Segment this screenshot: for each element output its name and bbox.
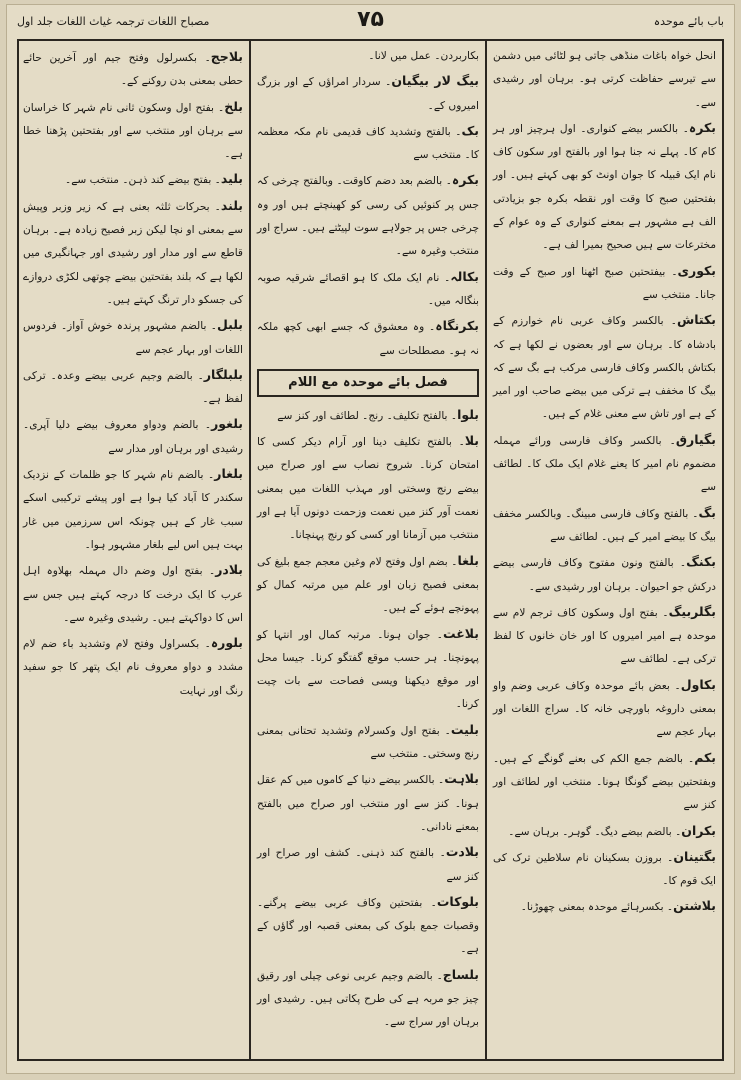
dictionary-entry [23, 462, 243, 557]
column-frame [17, 39, 724, 1061]
entry-headword: بگتینان [673, 848, 716, 864]
entry-definition: ۔ بالضم بعد دضم کاوقت۔ وبالفتح چرخی کہ جس پر کنوئیں کی رسی کو کھینچتے ہیں اور وہ چرخی جس پر جولاہے سوت لپیٹتے ہیں۔ سراج اور منتخب وغیرہ سے۔ [257, 175, 479, 258]
entry-definition: ۔ بالضم وجیم عربی نوعی چیلی اور رقیق چیز جو مربہ ہے کی طرح پکاتی ہیں۔ رشیدی اور برہان اور سراج سے۔ [257, 969, 479, 1029]
dictionary-entry [493, 845, 716, 894]
dictionary-entry [257, 403, 479, 428]
section-heading: فصل بائے موحدہ مع اللام [257, 369, 479, 397]
entry-definition: انحل خواہ باغات منڈھی جاتی ہو لٹائی میں دشمن سے تیرسے حفاظت کرتی ہو۔ برہان اور رشیدی سے۔ [493, 50, 716, 109]
entry-definition: ۔ بفتح اول وسکون ثانی نام شہر کا خراسان سے برہان اور منتخب سے اور بفتحتین پڑھنا خطا ہے۔ [23, 101, 243, 161]
dictionary-entry [257, 45, 479, 68]
entry-headword: بکم [694, 749, 716, 765]
dictionary-entry [23, 45, 243, 94]
entry-definition: ۔ بالکسر وکاف فارسی ورائے مہملہ مضموم نام امیر کا یعنے غلام ایک ملک کا۔ لطائف سے [493, 434, 716, 494]
dictionary-entry [23, 363, 243, 412]
entry-headword: بلا [464, 433, 479, 449]
entry-headword: بکوری [677, 262, 716, 278]
entry-definition: ۔ بالفتح ونون مفتوح وکاف فارسی بیضے درکش جو احیوان۔ برہان اور رشیدی سے۔ [493, 557, 716, 593]
dictionary-entry [257, 69, 479, 118]
entry-definition: ۔ بفتح اول وضم دال مہملہ بھلاوہ اہل عرب کا ایک درخت کا درجہ کہتے ہیں جس سے اس کا دواکہتے ہیں۔ رشیدی وغیرہ سے۔ [23, 565, 243, 624]
entry-headword: بلادر [215, 562, 243, 578]
entry-headword: بکالہ [450, 268, 479, 284]
entry-definition: ۔ بالضم ودواو معروف بیضے دلیا آپری۔ رشیدی اور برہان اور مدار سے [23, 419, 243, 455]
running-head-chapter: باب بائے موحدہ [653, 15, 724, 28]
dictionary-column-right [487, 41, 722, 1059]
entry-definition: ۔ بالضم وجیم عربی بیضے وعدہ۔ ترکی لفظ ہے۔ [23, 369, 243, 406]
dictionary-column-left [17, 41, 249, 1059]
dictionary-entry [493, 673, 716, 745]
running-head-book-title: مصباح اللغات ترجمہ غیاث اللغات جلد اول [17, 15, 210, 28]
dictionary-entry [257, 963, 479, 1035]
entry-headword: بکتاش [676, 312, 716, 328]
entry-headword: بلاجج [210, 49, 243, 64]
entry-definition: ۔ بالفتح کند ذہنی۔ کشف اور صراح اور کنز سے [257, 847, 479, 883]
dictionary-entry [23, 412, 243, 461]
dictionary-entry [257, 314, 479, 363]
entry-definition: ۔ بیفتحتین صبح اٹھنا اور صبح کے وقت جانا۔ منتخب سے [493, 265, 716, 301]
entry-definition: ۔ بالکسر وکاف عربی نام خوارزم کے بادشاہ کا۔ برہان سے اور بعضوں نے لکھا ہے کہ بکتاش بالکسر وکاف فارسی مرکب ہے بگ سے کہ بیگ کا مخفف ہے ترکی میں بیضے صاحب اور امیر کے ہے اور تاش سے معنی غلام کے ہیں۔ [493, 315, 716, 421]
dictionary-entry [493, 550, 716, 599]
entry-definition: ۔ وہ معشوق کہ جسے ابھی کچھ ملکہ نہ ہو۔ مصطلحات سے [257, 321, 479, 357]
dictionary-entry [257, 549, 479, 621]
dictionary-entry [23, 194, 243, 312]
running-head [17, 7, 724, 33]
entry-definition: ۔ بالضم بیضے دیگ۔ گوہر۔ برہان سے۔ [508, 825, 682, 838]
dictionary-entry [493, 894, 716, 919]
entry-headword: بلورہ [210, 635, 243, 651]
dictionary-entry [257, 622, 479, 717]
dictionary-column-middle [251, 41, 485, 1059]
dictionary-entry [493, 819, 716, 844]
entry-headword: بلبلگار [203, 366, 243, 382]
entry-definition: ۔ بالفتح وتشدید کاف قدیمی نام مکہ معظمہ کا۔ منتخب سے [257, 125, 479, 162]
entry-definition: ۔ بفتح اول وسکون کاف ترجم لام سے موحدہ ہے امیر امیروں کا اور خان خانوں کا لفظ ترکی ہے۔ لطائف سے [493, 606, 716, 666]
dictionary-entry [257, 767, 479, 839]
dictionary-entry [257, 168, 479, 263]
entry-definition: ۔ سردار امراؤں کے اور بزرگ امیروں کے۔ [257, 76, 479, 112]
entry-definition: ۔ بفتح بیضے کند ذہن۔ منتخب سے۔ [64, 174, 221, 187]
entry-headword: بلوکات [436, 893, 479, 909]
entry-definition: ۔ بکسرلول وفتح جیم اور آخرین حائے حطی بمعنی بدن روکنے کے۔ [23, 52, 243, 88]
entry-definition: ۔ نام ایک ملک کا ہو اقصائے شرقیہ صوبہ بنگالہ میں۔ [257, 271, 479, 307]
entry-definition: ۔ بعض بائے موحدہ وکاف عربی وضم واو بمعنی داروغہ باورچی خانہ کا۔ سراج اللغات اور بہار عجم سے [493, 679, 716, 739]
page-number: ۷۵ [357, 7, 384, 32]
entry-headword: بلید [220, 171, 243, 187]
entry-definition: ۔ بضم اول وفتح لام وغین معجم جمع بلیغ کی بمعنی فصیح زبان اور علم میں مرتبہ کمال کو پہونچے ہوئے کے ہیں۔ [257, 555, 479, 615]
entry-definition: ۔ بفتح اول وکسرلام وتشدید تحتانی بمعنی رنج وسختی۔ منتخب سے [257, 724, 479, 761]
dictionary-entry [493, 428, 716, 500]
entry-headword: بکنگ [686, 554, 716, 570]
dictionary-entry [257, 265, 479, 314]
dictionary-entry [493, 600, 716, 672]
entry-headword: بلبل [216, 317, 243, 333]
entry-headword: بلغار [214, 466, 243, 482]
dictionary-entry [493, 501, 716, 550]
entry-definition: ۔ بالفتح وکاف فارسی مبینگ۔ وبالکسر مخفف بیگ کا بیضے امیر کے ہیں۔ لطائف سے [493, 507, 716, 543]
entry-headword: بکران [681, 822, 716, 838]
book-page [6, 4, 735, 1074]
dictionary-entry [23, 95, 243, 167]
entry-headword: بگلربیگ [668, 603, 716, 619]
entry-headword: بلند [220, 197, 243, 213]
entry-headword: بلوا [457, 406, 479, 422]
entry-definition: ۔ بکسراول وفتح لام وتشدید باء ضم لام مشدد و دواو معروف نام ایک پتھر کا جو سفید رنگ اور نہایت [23, 638, 243, 697]
dictionary-entry [257, 718, 479, 767]
entry-headword: بلاہت [444, 771, 479, 787]
entry-headword: بکاول [680, 676, 716, 692]
entry-definition: ۔ بالضم مشہور پرندہ خوش آواز۔ فردوس اللغات اور بہار عجم سے [23, 320, 243, 356]
entry-headword: بگ [698, 504, 716, 520]
dictionary-entry [23, 167, 243, 192]
entry-headword: بگیارق [675, 431, 716, 447]
entry-headword: بلیت [450, 721, 479, 737]
dictionary-entry [257, 119, 479, 168]
dictionary-entry [493, 746, 716, 818]
entry-definition: ۔ بکسرہائے موحدہ بمعنی چھوڑنا۔ [520, 901, 674, 914]
dictionary-entry [257, 890, 479, 962]
entry-headword: بلساج [442, 966, 479, 982]
entry-headword: بک [461, 122, 479, 138]
entry-headword: بلاشتن [673, 898, 716, 914]
entry-headword: بلغور [211, 416, 243, 432]
entry-definition: ۔ بروزن بسکینان نام سلاطین ترک کی ایک قوم کا۔ [493, 851, 716, 888]
entry-definition: ۔ بالفتح تکلیف دینا اور آرام دیکر کسی کا امتحان کرنا۔ شروح نصاب سے اور صراح میں بیضے رنج وسختی اور مہذب اللغات میں بمعنی نعمت آور کنز میں نعمت وزحمت دونوں آیا ہے اور منتخب میں آزمانا اور کسی کو رنج پہنچانا۔ [257, 436, 479, 542]
entry-headword: بلخ [224, 98, 243, 114]
entry-definition: ۔ بالضم نام شہر کا جو ظلمات کے نزدیک سکندر کا آباد کیا ہوا ہے اور پیشے ترکیبی اسکے سبب غار کے ہیں چونکہ اس سرزمین میں غار بہت ہیں اس لیے بلغار مشہور ہوا۔ [23, 469, 243, 551]
entry-headword: بلاغت [443, 625, 479, 641]
dictionary-entry [493, 116, 716, 258]
entry-definition: ۔ بالفتح تکلیف۔ رنج۔ لطائف اور کنز سے [277, 409, 458, 422]
entry-headword: بکرہ [688, 119, 716, 135]
entry-headword: بکرنگاہ [435, 318, 479, 334]
entry-definition: ۔ بالضم جمع الکم کی بعنے گونگے کے ہیں۔ وبفتحتین بیضے گونگا ہونا۔ منتخب اور لطائف اور کنز سے [493, 752, 716, 812]
dictionary-entry [493, 259, 716, 308]
entry-definition: ۔ بالکسر بیضے کنواری۔ اول ہرچیز اور ہر کام کا۔ پہلے نہ جنا ہوا اور بالفتح اور سکون کاف نام ایک قبیلہ کا جوان اونٹ کو بھی کہتے ہیں۔ اور بفتحتین صبح کا وقت اور نقطہ بکرہ جو بزیادتی الف ہے مشہور ہے بمعنے کنواری کے وہ عوام کے مخترعات سے ہیں صحیح بمیرا لف ہے۔ [493, 122, 716, 252]
entry-definition: بکاربردن۔ عمل میں لانا۔ [368, 50, 479, 62]
entry-definition: ۔ جوان ہونا۔ مرتبہ کمال اور انتہا کو پہونچنا۔ ہر حسب موقع گفتگو کرنا۔ جیسا محل اور موقع دیکھنا ویسی فصاحت سے بات چیت کرنا۔ [257, 628, 479, 711]
dictionary-entry [23, 631, 243, 703]
entry-headword: بیگ لار بیگیان [391, 73, 479, 89]
entry-headword: بلغا [457, 552, 479, 568]
dictionary-entry [23, 313, 243, 362]
entry-definition: ۔ بفتحتین وکاف عربی بیضے پرگنے۔ وقصبات جمع بلوک کی بمعنی قصبہ اور گاؤں کے ہے۔ [257, 896, 479, 956]
entry-headword: بکرہ [451, 172, 479, 188]
entry-definition: ۔ بالکسر بیضے دنیا کے کاموں میں کم عقل ہونا۔ کنز سے اور منتخب اور صراح میں بالفتح بمعنے نادانی۔ [257, 774, 479, 833]
dictionary-entry [493, 45, 716, 115]
dictionary-entry [23, 558, 243, 630]
dictionary-entry [257, 840, 479, 889]
dictionary-entry [257, 429, 479, 547]
entry-definition: ۔ بحرکات ثلثہ بعنی ہے کہ زیر وزبر وپیش سے بمعنی او نچا لیکن زبر فصیح زیادہ ہے۔ برہان قاطع سے اور مدار اور رشیدی اور جہانگیری میں لکھا ہے کہ بلند بفتحتین بیضے چوتھی لکڑی دروازے کی جسکو دار ترنگ کہتے ہیں۔ [23, 200, 243, 306]
dictionary-entry [493, 308, 716, 426]
entry-headword: بلادت [445, 844, 479, 860]
